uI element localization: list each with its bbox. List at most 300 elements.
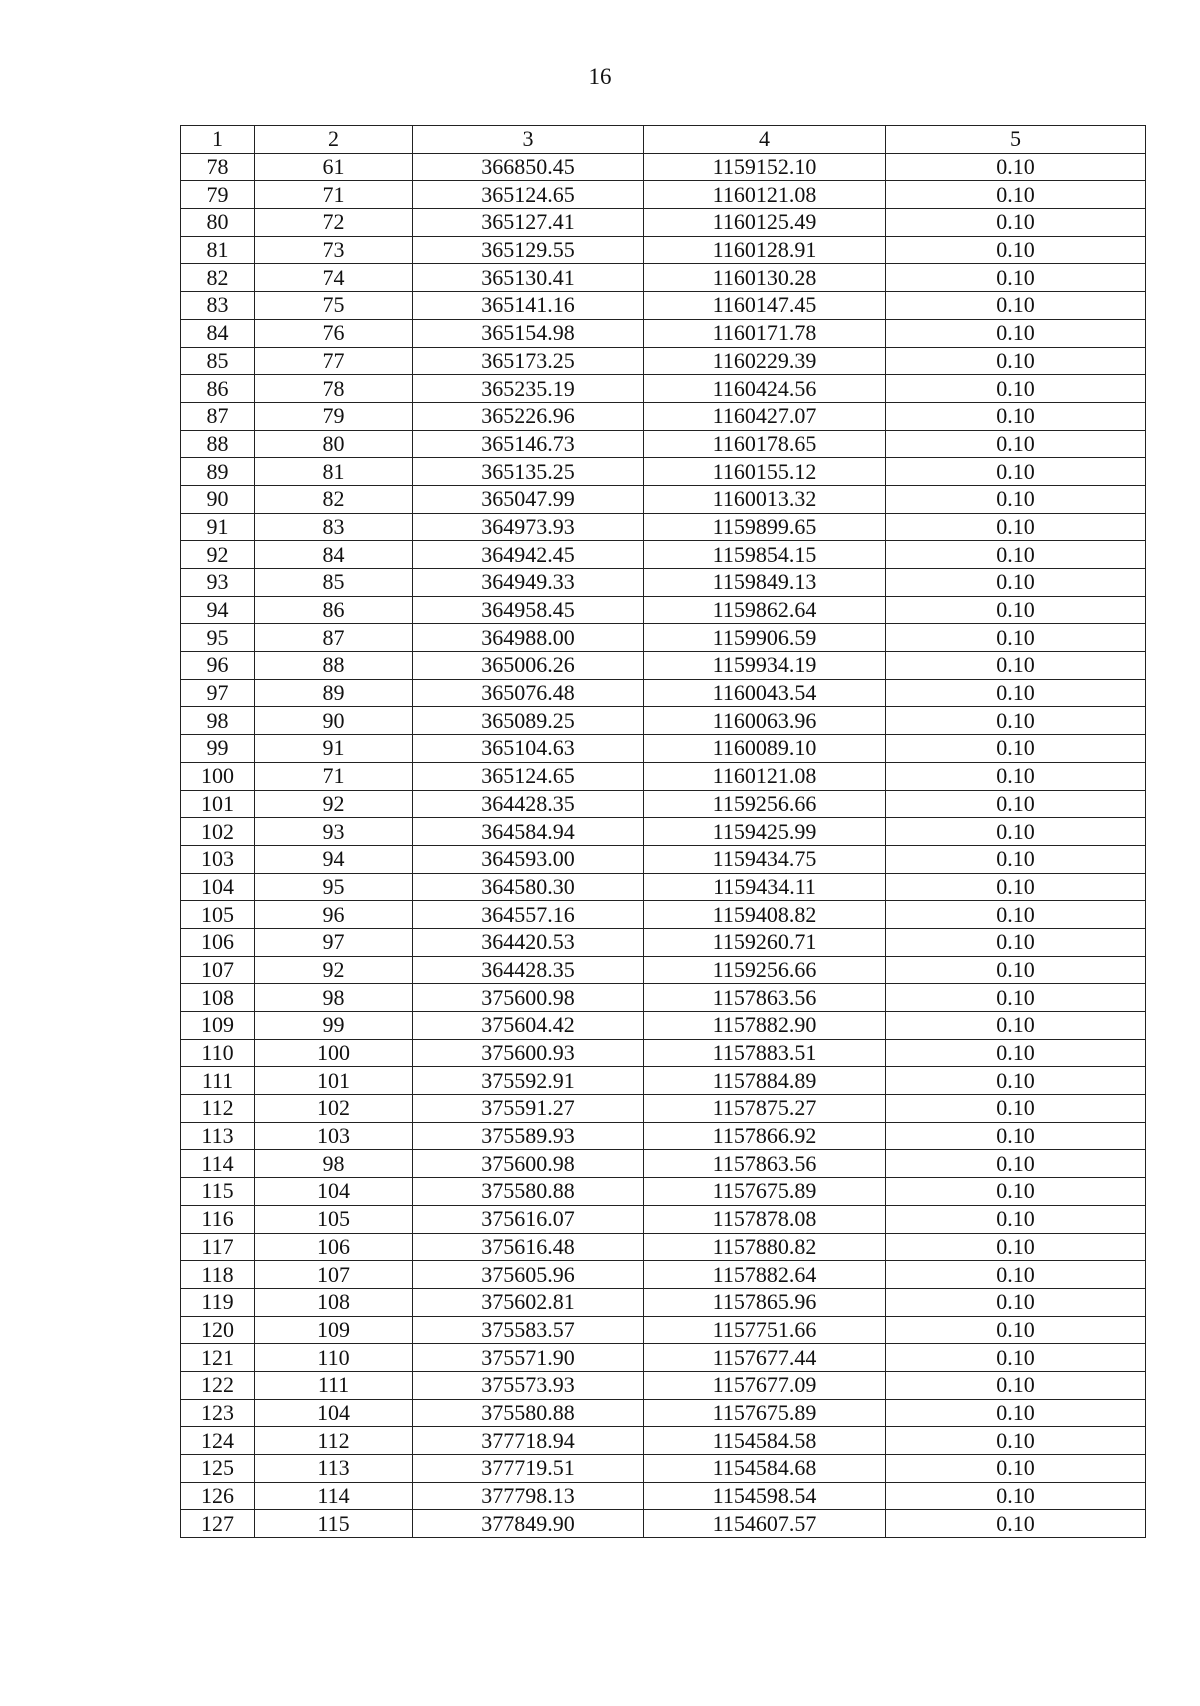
x-coordinate-cell: 375605.96 bbox=[413, 1261, 644, 1289]
row-number-cell: 84 bbox=[181, 319, 255, 347]
y-coordinate-cell: 1160089.10 bbox=[644, 735, 886, 763]
accuracy-cell: 0.10 bbox=[886, 541, 1146, 569]
accuracy-cell: 0.10 bbox=[886, 1067, 1146, 1095]
row-number-cell: 97 bbox=[181, 679, 255, 707]
y-coordinate-cell: 1154607.57 bbox=[644, 1510, 886, 1538]
row-number-cell: 104 bbox=[181, 873, 255, 901]
x-coordinate-cell: 366850.45 bbox=[413, 153, 644, 181]
point-number-cell: 96 bbox=[255, 901, 413, 929]
table-header-row bbox=[181, 126, 1146, 154]
point-number-cell: 87 bbox=[255, 624, 413, 652]
row-number-cell: 96 bbox=[181, 652, 255, 680]
accuracy-cell: 0.10 bbox=[886, 762, 1146, 790]
y-coordinate-cell: 1154584.58 bbox=[644, 1427, 886, 1455]
x-coordinate-cell: 364557.16 bbox=[413, 901, 644, 929]
accuracy-cell: 0.10 bbox=[886, 209, 1146, 237]
table-row bbox=[181, 1455, 1146, 1483]
point-number-cell: 77 bbox=[255, 347, 413, 375]
y-coordinate-cell: 1157884.89 bbox=[644, 1067, 886, 1095]
point-number-cell: 111 bbox=[255, 1371, 413, 1399]
table-row bbox=[181, 790, 1146, 818]
x-coordinate-cell: 364428.35 bbox=[413, 956, 644, 984]
x-coordinate-cell: 375571.90 bbox=[413, 1344, 644, 1372]
table-row bbox=[181, 1178, 1146, 1206]
x-coordinate-cell: 365006.26 bbox=[413, 652, 644, 680]
point-number-cell: 108 bbox=[255, 1288, 413, 1316]
row-number-cell: 100 bbox=[181, 762, 255, 790]
point-number-cell: 71 bbox=[255, 181, 413, 209]
row-number-cell: 124 bbox=[181, 1427, 255, 1455]
point-number-cell: 102 bbox=[255, 1095, 413, 1123]
table-row bbox=[181, 430, 1146, 458]
row-number-cell: 93 bbox=[181, 569, 255, 597]
row-number-cell: 117 bbox=[181, 1233, 255, 1261]
y-coordinate-cell: 1157675.89 bbox=[644, 1399, 886, 1427]
row-number-cell: 103 bbox=[181, 845, 255, 873]
table-row bbox=[181, 873, 1146, 901]
accuracy-cell: 0.10 bbox=[886, 1095, 1146, 1123]
y-coordinate-cell: 1160155.12 bbox=[644, 458, 886, 486]
accuracy-cell: 0.10 bbox=[886, 1039, 1146, 1067]
point-number-cell: 94 bbox=[255, 845, 413, 873]
x-coordinate-cell: 365226.96 bbox=[413, 402, 644, 430]
y-coordinate-cell: 1159425.99 bbox=[644, 818, 886, 846]
row-number-cell: 111 bbox=[181, 1067, 255, 1095]
column-header-2: 2 bbox=[255, 126, 413, 154]
column-header-3: 3 bbox=[413, 126, 644, 154]
table-row bbox=[181, 901, 1146, 929]
y-coordinate-cell: 1159906.59 bbox=[644, 624, 886, 652]
point-number-cell: 104 bbox=[255, 1178, 413, 1206]
point-number-cell: 90 bbox=[255, 707, 413, 735]
point-number-cell: 98 bbox=[255, 1150, 413, 1178]
table-row bbox=[181, 402, 1146, 430]
y-coordinate-cell: 1160043.54 bbox=[644, 679, 886, 707]
y-coordinate-cell: 1157883.51 bbox=[644, 1039, 886, 1067]
x-coordinate-cell: 365235.19 bbox=[413, 375, 644, 403]
point-number-cell: 79 bbox=[255, 402, 413, 430]
table-row bbox=[181, 236, 1146, 264]
table-row bbox=[181, 1344, 1146, 1372]
table-row bbox=[181, 956, 1146, 984]
table-row bbox=[181, 485, 1146, 513]
x-coordinate-cell: 375580.88 bbox=[413, 1399, 644, 1427]
point-number-cell: 105 bbox=[255, 1205, 413, 1233]
point-number-cell: 85 bbox=[255, 569, 413, 597]
accuracy-cell: 0.10 bbox=[886, 735, 1146, 763]
row-number-cell: 95 bbox=[181, 624, 255, 652]
y-coordinate-cell: 1157878.08 bbox=[644, 1205, 886, 1233]
x-coordinate-cell: 364420.53 bbox=[413, 928, 644, 956]
row-number-cell: 113 bbox=[181, 1122, 255, 1150]
point-number-cell: 101 bbox=[255, 1067, 413, 1095]
row-number-cell: 81 bbox=[181, 236, 255, 264]
coordinates-table bbox=[180, 125, 1146, 1538]
table-row bbox=[181, 1150, 1146, 1178]
y-coordinate-cell: 1160229.39 bbox=[644, 347, 886, 375]
x-coordinate-cell: 364580.30 bbox=[413, 873, 644, 901]
table-row bbox=[181, 513, 1146, 541]
x-coordinate-cell: 364428.35 bbox=[413, 790, 644, 818]
table-row bbox=[181, 818, 1146, 846]
point-number-cell: 92 bbox=[255, 790, 413, 818]
table-row bbox=[181, 1288, 1146, 1316]
row-number-cell: 94 bbox=[181, 596, 255, 624]
table-row bbox=[181, 1427, 1146, 1455]
accuracy-cell: 0.10 bbox=[886, 652, 1146, 680]
y-coordinate-cell: 1154584.68 bbox=[644, 1455, 886, 1483]
row-number-cell: 89 bbox=[181, 458, 255, 486]
table-row bbox=[181, 1039, 1146, 1067]
table-row bbox=[181, 707, 1146, 735]
y-coordinate-cell: 1159862.64 bbox=[644, 596, 886, 624]
table-row bbox=[181, 1012, 1146, 1040]
point-number-cell: 92 bbox=[255, 956, 413, 984]
table-row bbox=[181, 735, 1146, 763]
accuracy-cell: 0.10 bbox=[886, 1427, 1146, 1455]
x-coordinate-cell: 365076.48 bbox=[413, 679, 644, 707]
table-row bbox=[181, 1371, 1146, 1399]
accuracy-cell: 0.10 bbox=[886, 264, 1146, 292]
point-number-cell: 113 bbox=[255, 1455, 413, 1483]
table-row bbox=[181, 1510, 1146, 1538]
row-number-cell: 115 bbox=[181, 1178, 255, 1206]
x-coordinate-cell: 375580.88 bbox=[413, 1178, 644, 1206]
table-row bbox=[181, 679, 1146, 707]
row-number-cell: 78 bbox=[181, 153, 255, 181]
row-number-cell: 107 bbox=[181, 956, 255, 984]
accuracy-cell: 0.10 bbox=[886, 513, 1146, 541]
row-number-cell: 80 bbox=[181, 209, 255, 237]
accuracy-cell: 0.10 bbox=[886, 1399, 1146, 1427]
y-coordinate-cell: 1160121.08 bbox=[644, 181, 886, 209]
x-coordinate-cell: 375592.91 bbox=[413, 1067, 644, 1095]
point-number-cell: 61 bbox=[255, 153, 413, 181]
point-number-cell: 107 bbox=[255, 1261, 413, 1289]
row-number-cell: 118 bbox=[181, 1261, 255, 1289]
point-number-cell: 83 bbox=[255, 513, 413, 541]
table-row bbox=[181, 624, 1146, 652]
accuracy-cell: 0.10 bbox=[886, 845, 1146, 873]
accuracy-cell: 0.10 bbox=[886, 485, 1146, 513]
y-coordinate-cell: 1159408.82 bbox=[644, 901, 886, 929]
x-coordinate-cell: 377798.13 bbox=[413, 1482, 644, 1510]
point-number-cell: 103 bbox=[255, 1122, 413, 1150]
x-coordinate-cell: 364593.00 bbox=[413, 845, 644, 873]
accuracy-cell: 0.10 bbox=[886, 1344, 1146, 1372]
point-number-cell: 71 bbox=[255, 762, 413, 790]
accuracy-cell: 0.10 bbox=[886, 347, 1146, 375]
accuracy-cell: 0.10 bbox=[886, 1288, 1146, 1316]
accuracy-cell: 0.10 bbox=[886, 430, 1146, 458]
row-number-cell: 79 bbox=[181, 181, 255, 209]
accuracy-cell: 0.10 bbox=[886, 319, 1146, 347]
table-row bbox=[181, 1205, 1146, 1233]
accuracy-cell: 0.10 bbox=[886, 679, 1146, 707]
accuracy-cell: 0.10 bbox=[886, 707, 1146, 735]
point-number-cell: 80 bbox=[255, 430, 413, 458]
y-coordinate-cell: 1159434.11 bbox=[644, 873, 886, 901]
accuracy-cell: 0.10 bbox=[886, 236, 1146, 264]
accuracy-cell: 0.10 bbox=[886, 928, 1146, 956]
x-coordinate-cell: 365135.25 bbox=[413, 458, 644, 486]
y-coordinate-cell: 1159260.71 bbox=[644, 928, 886, 956]
row-number-cell: 125 bbox=[181, 1455, 255, 1483]
row-number-cell: 82 bbox=[181, 264, 255, 292]
table-row bbox=[181, 1261, 1146, 1289]
accuracy-cell: 0.10 bbox=[886, 1012, 1146, 1040]
y-coordinate-cell: 1160013.32 bbox=[644, 485, 886, 513]
table-row bbox=[181, 458, 1146, 486]
y-coordinate-cell: 1159152.10 bbox=[644, 153, 886, 181]
y-coordinate-cell: 1160121.08 bbox=[644, 762, 886, 790]
accuracy-cell: 0.10 bbox=[886, 458, 1146, 486]
table-row bbox=[181, 652, 1146, 680]
accuracy-cell: 0.10 bbox=[886, 1510, 1146, 1538]
accuracy-cell: 0.10 bbox=[886, 873, 1146, 901]
y-coordinate-cell: 1160125.49 bbox=[644, 209, 886, 237]
y-coordinate-cell: 1159899.65 bbox=[644, 513, 886, 541]
table-row bbox=[181, 569, 1146, 597]
table-row bbox=[181, 319, 1146, 347]
x-coordinate-cell: 364958.45 bbox=[413, 596, 644, 624]
point-number-cell: 72 bbox=[255, 209, 413, 237]
x-coordinate-cell: 365146.73 bbox=[413, 430, 644, 458]
table-row bbox=[181, 1095, 1146, 1123]
point-number-cell: 82 bbox=[255, 485, 413, 513]
y-coordinate-cell: 1159256.66 bbox=[644, 790, 886, 818]
row-number-cell: 108 bbox=[181, 984, 255, 1012]
table-row bbox=[181, 596, 1146, 624]
y-coordinate-cell: 1157880.82 bbox=[644, 1233, 886, 1261]
column-header-5: 5 bbox=[886, 126, 1146, 154]
y-coordinate-cell: 1157865.96 bbox=[644, 1288, 886, 1316]
row-number-cell: 119 bbox=[181, 1288, 255, 1316]
row-number-cell: 88 bbox=[181, 430, 255, 458]
row-number-cell: 126 bbox=[181, 1482, 255, 1510]
x-coordinate-cell: 365127.41 bbox=[413, 209, 644, 237]
table-row bbox=[181, 984, 1146, 1012]
x-coordinate-cell: 375604.42 bbox=[413, 1012, 644, 1040]
x-coordinate-cell: 364988.00 bbox=[413, 624, 644, 652]
point-number-cell: 84 bbox=[255, 541, 413, 569]
row-number-cell: 106 bbox=[181, 928, 255, 956]
x-coordinate-cell: 375616.07 bbox=[413, 1205, 644, 1233]
point-number-cell: 97 bbox=[255, 928, 413, 956]
accuracy-cell: 0.10 bbox=[886, 181, 1146, 209]
point-number-cell: 110 bbox=[255, 1344, 413, 1372]
x-coordinate-cell: 365173.25 bbox=[413, 347, 644, 375]
x-coordinate-cell: 365047.99 bbox=[413, 485, 644, 513]
point-number-cell: 109 bbox=[255, 1316, 413, 1344]
row-number-cell: 120 bbox=[181, 1316, 255, 1344]
y-coordinate-cell: 1157882.90 bbox=[644, 1012, 886, 1040]
x-coordinate-cell: 364949.33 bbox=[413, 569, 644, 597]
accuracy-cell: 0.10 bbox=[886, 901, 1146, 929]
x-coordinate-cell: 377849.90 bbox=[413, 1510, 644, 1538]
row-number-cell: 85 bbox=[181, 347, 255, 375]
point-number-cell: 112 bbox=[255, 1427, 413, 1455]
table-row bbox=[181, 1067, 1146, 1095]
table-row bbox=[181, 1482, 1146, 1510]
point-number-cell: 99 bbox=[255, 1012, 413, 1040]
y-coordinate-cell: 1160178.65 bbox=[644, 430, 886, 458]
point-number-cell: 100 bbox=[255, 1039, 413, 1067]
table-row bbox=[181, 1122, 1146, 1150]
row-number-cell: 83 bbox=[181, 292, 255, 320]
x-coordinate-cell: 375591.27 bbox=[413, 1095, 644, 1123]
y-coordinate-cell: 1160147.45 bbox=[644, 292, 886, 320]
x-coordinate-cell: 375600.98 bbox=[413, 1150, 644, 1178]
table-row bbox=[181, 928, 1146, 956]
y-coordinate-cell: 1159849.13 bbox=[644, 569, 886, 597]
accuracy-cell: 0.10 bbox=[886, 569, 1146, 597]
point-number-cell: 75 bbox=[255, 292, 413, 320]
y-coordinate-cell: 1157751.66 bbox=[644, 1316, 886, 1344]
point-number-cell: 91 bbox=[255, 735, 413, 763]
point-number-cell: 73 bbox=[255, 236, 413, 264]
accuracy-cell: 0.10 bbox=[886, 1371, 1146, 1399]
point-number-cell: 78 bbox=[255, 375, 413, 403]
point-number-cell: 115 bbox=[255, 1510, 413, 1538]
y-coordinate-cell: 1157677.09 bbox=[644, 1371, 886, 1399]
x-coordinate-cell: 365154.98 bbox=[413, 319, 644, 347]
y-coordinate-cell: 1160427.07 bbox=[644, 402, 886, 430]
table-row bbox=[181, 375, 1146, 403]
accuracy-cell: 0.10 bbox=[886, 956, 1146, 984]
accuracy-cell: 0.10 bbox=[886, 1205, 1146, 1233]
accuracy-cell: 0.10 bbox=[886, 1150, 1146, 1178]
x-coordinate-cell: 365124.65 bbox=[413, 762, 644, 790]
y-coordinate-cell: 1157863.56 bbox=[644, 984, 886, 1012]
table-row bbox=[181, 153, 1146, 181]
row-number-cell: 121 bbox=[181, 1344, 255, 1372]
y-coordinate-cell: 1157875.27 bbox=[644, 1095, 886, 1123]
row-number-cell: 105 bbox=[181, 901, 255, 929]
point-number-cell: 106 bbox=[255, 1233, 413, 1261]
row-number-cell: 102 bbox=[181, 818, 255, 846]
point-number-cell: 88 bbox=[255, 652, 413, 680]
y-coordinate-cell: 1157863.56 bbox=[644, 1150, 886, 1178]
y-coordinate-cell: 1160130.28 bbox=[644, 264, 886, 292]
x-coordinate-cell: 365141.16 bbox=[413, 292, 644, 320]
accuracy-cell: 0.10 bbox=[886, 1261, 1146, 1289]
accuracy-cell: 0.10 bbox=[886, 1482, 1146, 1510]
y-coordinate-cell: 1159854.15 bbox=[644, 541, 886, 569]
accuracy-cell: 0.10 bbox=[886, 375, 1146, 403]
table-row bbox=[181, 762, 1146, 790]
x-coordinate-cell: 365129.55 bbox=[413, 236, 644, 264]
table-row bbox=[181, 541, 1146, 569]
row-number-cell: 116 bbox=[181, 1205, 255, 1233]
x-coordinate-cell: 364584.94 bbox=[413, 818, 644, 846]
x-coordinate-cell: 375616.48 bbox=[413, 1233, 644, 1261]
y-coordinate-cell: 1160128.91 bbox=[644, 236, 886, 264]
row-number-cell: 98 bbox=[181, 707, 255, 735]
column-header-4: 4 bbox=[644, 126, 886, 154]
x-coordinate-cell: 375573.93 bbox=[413, 1371, 644, 1399]
accuracy-cell: 0.10 bbox=[886, 624, 1146, 652]
table-row bbox=[181, 347, 1146, 375]
row-number-cell: 86 bbox=[181, 375, 255, 403]
table-body bbox=[181, 153, 1146, 1537]
accuracy-cell: 0.10 bbox=[886, 790, 1146, 818]
x-coordinate-cell: 377718.94 bbox=[413, 1427, 644, 1455]
x-coordinate-cell: 365089.25 bbox=[413, 707, 644, 735]
accuracy-cell: 0.10 bbox=[886, 1455, 1146, 1483]
accuracy-cell: 0.10 bbox=[886, 1233, 1146, 1261]
y-coordinate-cell: 1160171.78 bbox=[644, 319, 886, 347]
column-header-1: 1 bbox=[181, 126, 255, 154]
y-coordinate-cell: 1157866.92 bbox=[644, 1122, 886, 1150]
point-number-cell: 89 bbox=[255, 679, 413, 707]
row-number-cell: 99 bbox=[181, 735, 255, 763]
row-number-cell: 110 bbox=[181, 1039, 255, 1067]
table-row bbox=[181, 264, 1146, 292]
table-row bbox=[181, 292, 1146, 320]
accuracy-cell: 0.10 bbox=[886, 984, 1146, 1012]
table-row bbox=[181, 181, 1146, 209]
x-coordinate-cell: 365130.41 bbox=[413, 264, 644, 292]
accuracy-cell: 0.10 bbox=[886, 402, 1146, 430]
table-row bbox=[181, 1233, 1146, 1261]
row-number-cell: 87 bbox=[181, 402, 255, 430]
point-number-cell: 86 bbox=[255, 596, 413, 624]
point-number-cell: 74 bbox=[255, 264, 413, 292]
row-number-cell: 101 bbox=[181, 790, 255, 818]
table-row bbox=[181, 845, 1146, 873]
x-coordinate-cell: 375602.81 bbox=[413, 1288, 644, 1316]
x-coordinate-cell: 364973.93 bbox=[413, 513, 644, 541]
y-coordinate-cell: 1157675.89 bbox=[644, 1178, 886, 1206]
x-coordinate-cell: 364942.45 bbox=[413, 541, 644, 569]
point-number-cell: 95 bbox=[255, 873, 413, 901]
row-number-cell: 91 bbox=[181, 513, 255, 541]
table-row bbox=[181, 209, 1146, 237]
accuracy-cell: 0.10 bbox=[886, 1122, 1146, 1150]
row-number-cell: 127 bbox=[181, 1510, 255, 1538]
point-number-cell: 81 bbox=[255, 458, 413, 486]
x-coordinate-cell: 365124.65 bbox=[413, 181, 644, 209]
point-number-cell: 98 bbox=[255, 984, 413, 1012]
accuracy-cell: 0.10 bbox=[886, 596, 1146, 624]
point-number-cell: 93 bbox=[255, 818, 413, 846]
x-coordinate-cell: 365104.63 bbox=[413, 735, 644, 763]
y-coordinate-cell: 1154598.54 bbox=[644, 1482, 886, 1510]
y-coordinate-cell: 1160424.56 bbox=[644, 375, 886, 403]
row-number-cell: 92 bbox=[181, 541, 255, 569]
point-number-cell: 104 bbox=[255, 1399, 413, 1427]
accuracy-cell: 0.10 bbox=[886, 818, 1146, 846]
table-row bbox=[181, 1316, 1146, 1344]
row-number-cell: 109 bbox=[181, 1012, 255, 1040]
y-coordinate-cell: 1159256.66 bbox=[644, 956, 886, 984]
y-coordinate-cell: 1159934.19 bbox=[644, 652, 886, 680]
accuracy-cell: 0.10 bbox=[886, 292, 1146, 320]
accuracy-cell: 0.10 bbox=[886, 1178, 1146, 1206]
x-coordinate-cell: 377719.51 bbox=[413, 1455, 644, 1483]
row-number-cell: 122 bbox=[181, 1371, 255, 1399]
x-coordinate-cell: 375583.57 bbox=[413, 1316, 644, 1344]
y-coordinate-cell: 1157677.44 bbox=[644, 1344, 886, 1372]
accuracy-cell: 0.10 bbox=[886, 1316, 1146, 1344]
page-number: 16 bbox=[588, 64, 612, 89]
y-coordinate-cell: 1157882.64 bbox=[644, 1261, 886, 1289]
row-number-cell: 123 bbox=[181, 1399, 255, 1427]
x-coordinate-cell: 375600.93 bbox=[413, 1039, 644, 1067]
x-coordinate-cell: 375600.98 bbox=[413, 984, 644, 1012]
row-number-cell: 112 bbox=[181, 1095, 255, 1123]
